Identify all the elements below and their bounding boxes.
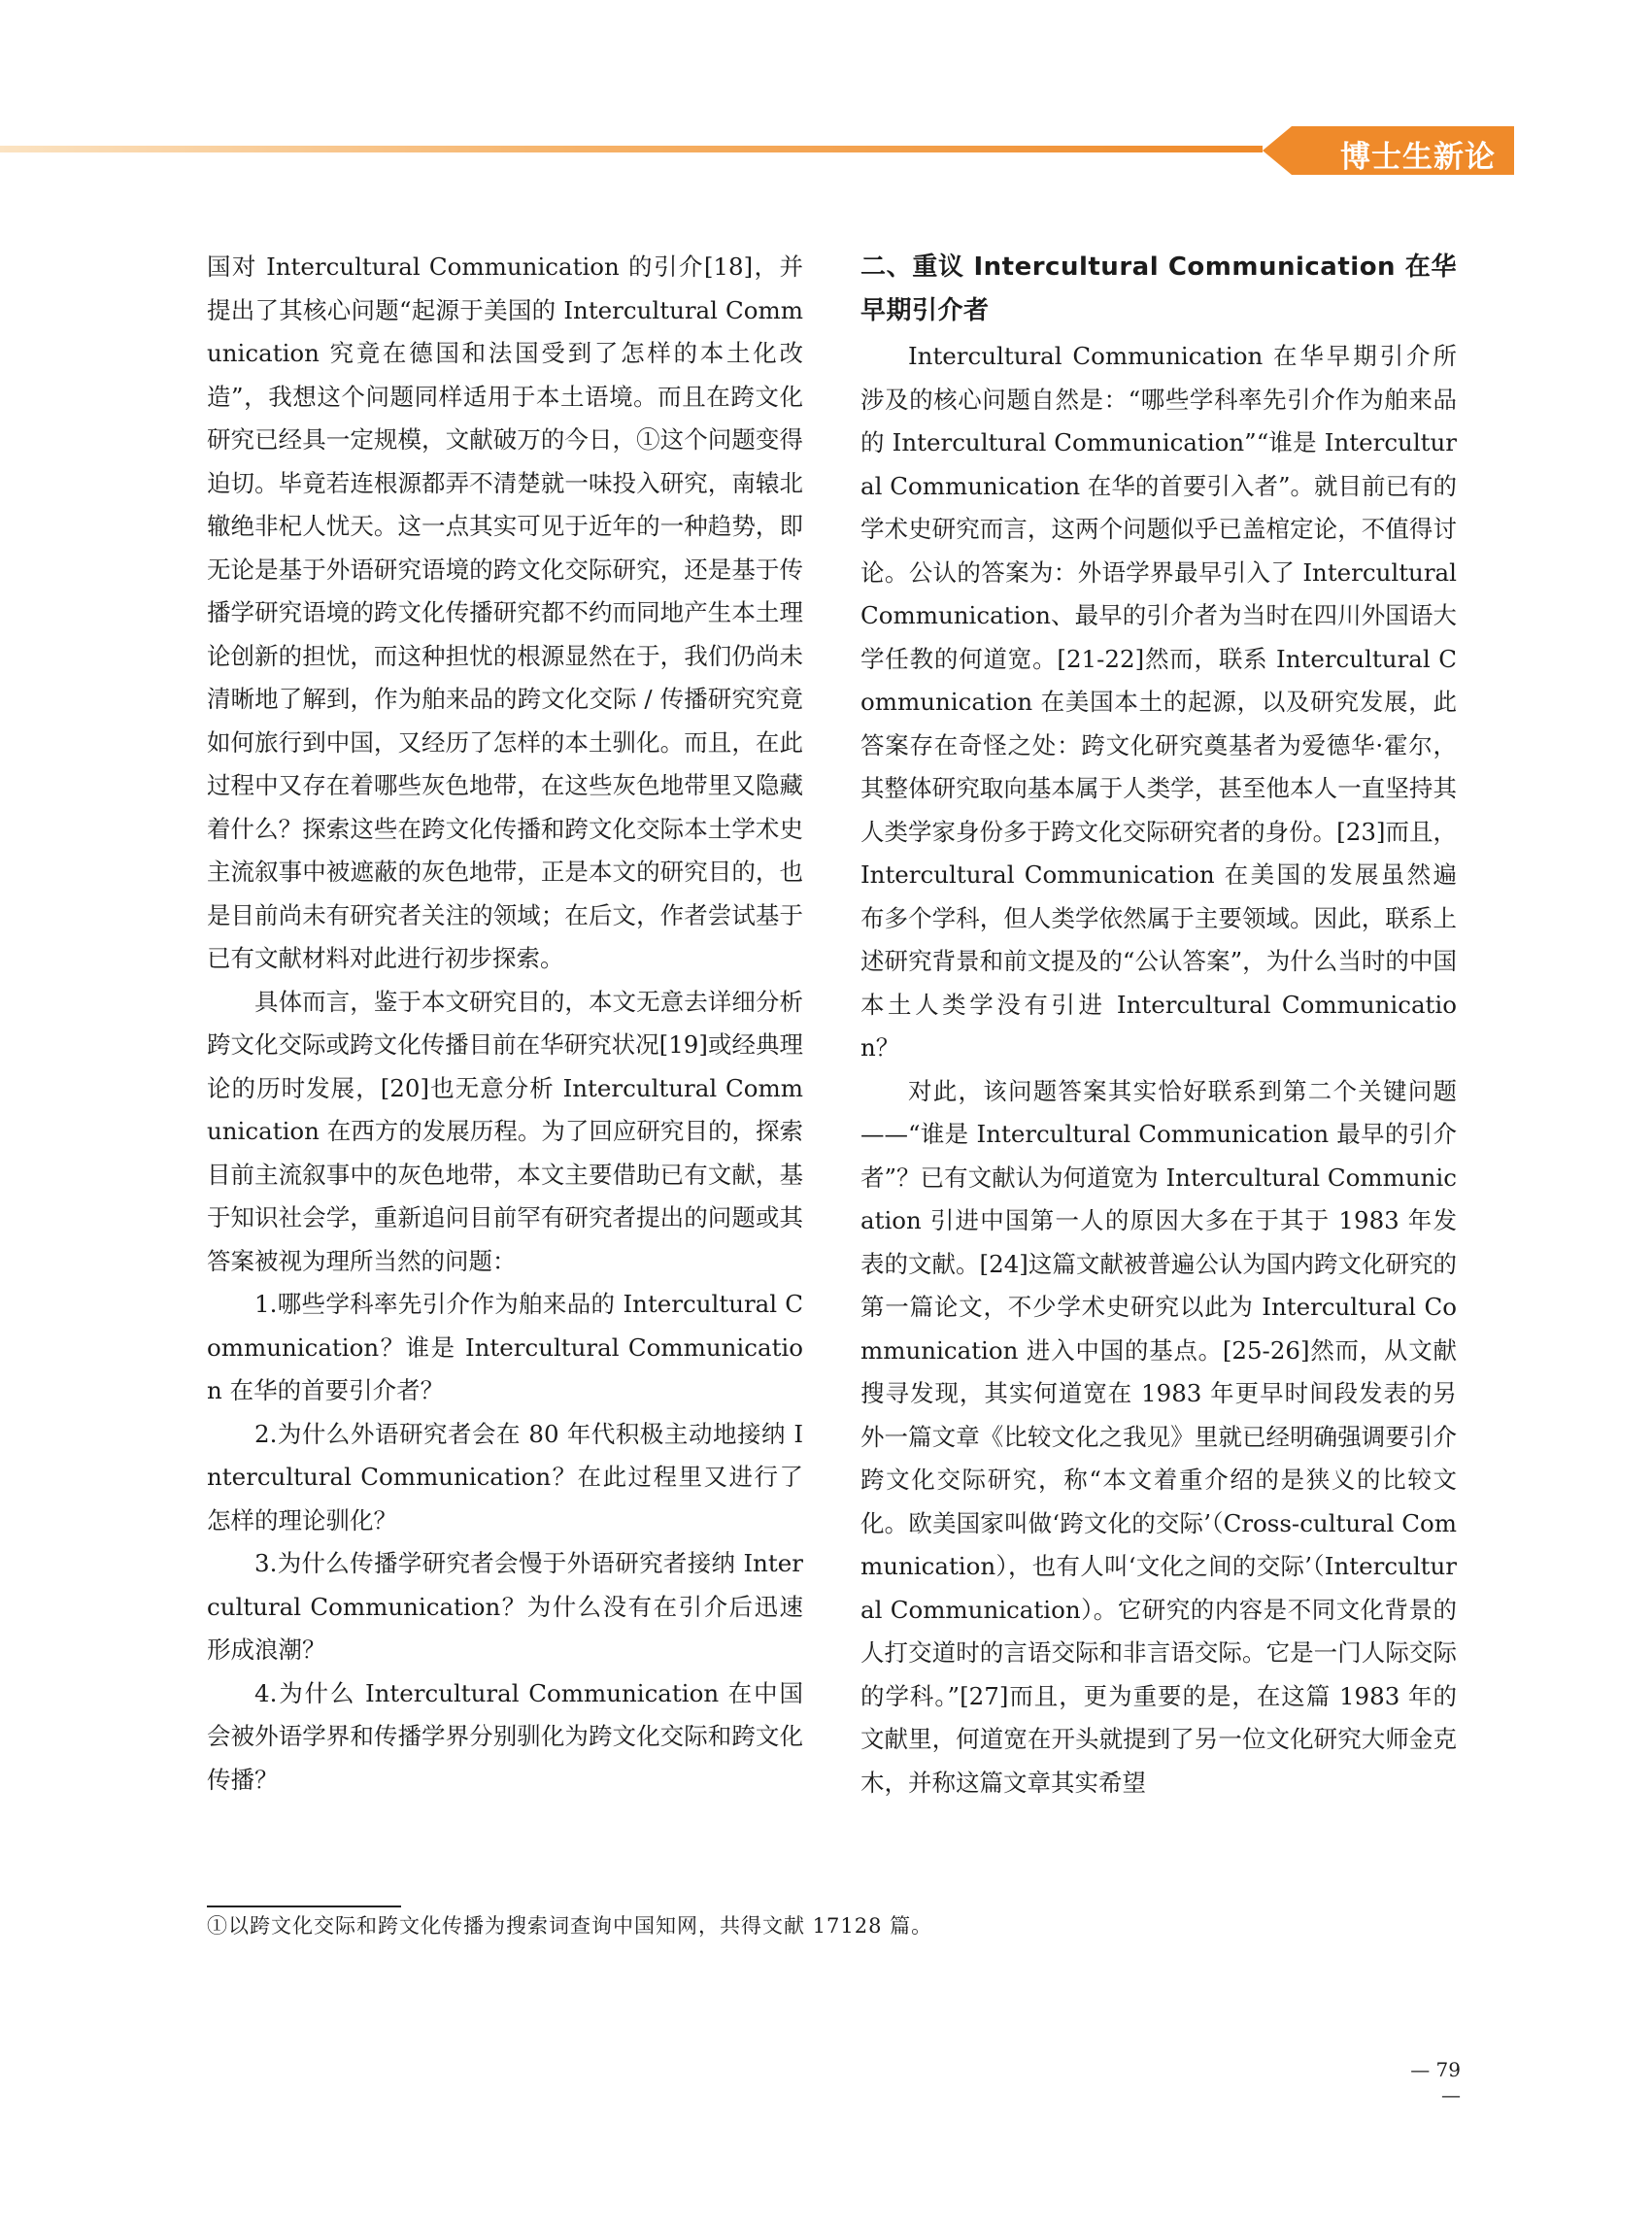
body-paragraph: 对此，该问题答案其实恰好联系到第二个关键问题——“谁是 Intercultural Communication 最早的引介者”？已有文献认为何道宽为 Intercultural Communication 引进中国第一人的原因大多在于其于 1983 年发表的文献。[24]这篇文献被普遍公认为国内跨文化研究的第一篇论文，不少学术史研究以此为 Intercultural Communication 进入中国的基点。[25-26]然而，从文献搜寻发现，其实何道宽在 1983 年更早时间段发表的另外一篇文章《比较文化之我见》里就已经明确强调要引介跨文化交际研究，称“本文着重介绍的是狭义的比较文化。欧美国家叫做‘跨文化的交际’（Cross-cultural Communication），也有人叫‘文化之间的交际’（Intercultural Communication）。它研究的内容是不同文化背景的人打交道时的言语交际和非言语交际。它是一门人际交际的学科。”[27]而且，更为重要的是，在这篇 1983 年的文献里，何道宽在开头就提到了另一位文化研究大师金克木，并称这篇文章其实希望	[860, 1076, 1457, 1797]
footnote: ①以跨文化交际和跨文化传播为搜索词查询中国知网，共得文献 17128 篇。	[207, 1914, 933, 1938]
body-paragraph: 具体而言，鉴于本文研究目的，本文无意去详细分析跨文化交际或跨文化传播目前在华研究状况[19]或经典理论的历时发展，[20]也无意分析 Intercultural Communication 在西方的发展历程。为了回应研究目的，探索目前主流叙事中的灰色地带，本文主要借助已有文献，基于知识社会学，重新追问目前罕有研究者提出的问题或其答案被视为理所当然的问题：	[207, 987, 803, 1275]
left-column	[207, 246, 803, 1802]
section-label: 博士生新论	[1340, 140, 1496, 175]
question-item: 3.为什么传播学研究者会慢于外语研究者接纳 Intercultural Communication？为什么没有在引介后迅速形成浪潮？	[207, 1549, 803, 1664]
body-paragraph: 国对 Intercultural Communication 的引介[18]，并提出了其核心问题“起源于美国的 Intercultural Communication 究竟在德国和法国受到了怎样的本土化改造”，我想这个问题同样适用于本土语境。而且在跨文化研究已经具一定规模，文献破万的今日，①这个问题变得迫切。毕竟若连根源都弄不清楚就一味投入研究，南辕北辙绝非杞人忧天。这一点其实可见于近年的一种趋势，即无论是基于外语研究语境的跨文化交际研究，还是基于传播学研究语境的跨文化传播研究都不约而同地产生本土理论创新的担忧，而这种担忧的根源显然在于，我们仍尚未清晰地了解到，作为舶来品的跨文化交际 / 传播研究究竟如何旅行到中国，又经历了怎样的本土驯化。而且，在此过程中又存在着哪些灰色地带，在这些灰色地带里又隐藏着什么？探索这些在跨文化传播和跨文化交际本土学术史主流叙事中被遮蔽的灰色地带，正是本文的研究目的，也是目前尚未有研究者关注的领域；在后文，作者尝试基于已有文献材料对此进行初步探索。	[207, 253, 803, 972]
footnote-rule	[207, 1906, 401, 1907]
page-number: — 79—	[1410, 2058, 1461, 2107]
section-heading: 二、重议 Intercultural Communication 在华早期引介者	[860, 253, 1457, 325]
question-item: 2.为什么外语研究者会在 80 年代积极主动地接纳 Intercultural Communication？在此过程里又进行了怎样的理论驯化？	[207, 1419, 803, 1535]
right-column	[860, 246, 1457, 1804]
header-rule	[0, 146, 1263, 152]
question-item: 1.哪些学科率先引介作为舶来品的 Intercultural Communication？谁是 Intercultural Communication 在华的首要引介者？	[207, 1290, 803, 1404]
question-item: 4.为什么 Intercultural Communication 在中国会被外语学界和传播学界分别驯化为跨文化交际和跨文化传播？	[207, 1678, 803, 1794]
body-paragraph: Intercultural Communication 在华早期引介所涉及的核心问题自然是：“哪些学科率先引介作为舶来品的 Intercultural Communication”“谁是 Intercultural Communication 在华的首要引入者”。就目前已有的学术史研究而言，这两个问题似乎已盖棺定论，不值得讨论。公认的答案为：外语学界最早引入了 Intercultural Communication、最早的引介者为当时在四川外国语大学任教的何道宽。[21-22]然而，联系 Intercultural Communication 在美国本土的起源，以及研究发展，此答案存在奇怪之处：跨文化研究奠基者为爱德华·霍尔，其整体研究取向基本属于人类学，甚至他本人一直坚持其人类学家身份多于跨文化交际研究者的身份。[23]而且，Intercultural Communication 在美国的发展虽然遍布多个学科，但人类学依然属于主要领域。因此，联系上述研究背景和前文提及的“公认答案”，为什么当时的中国本土人类学没有引进 Intercultural Communication？	[860, 342, 1457, 1062]
